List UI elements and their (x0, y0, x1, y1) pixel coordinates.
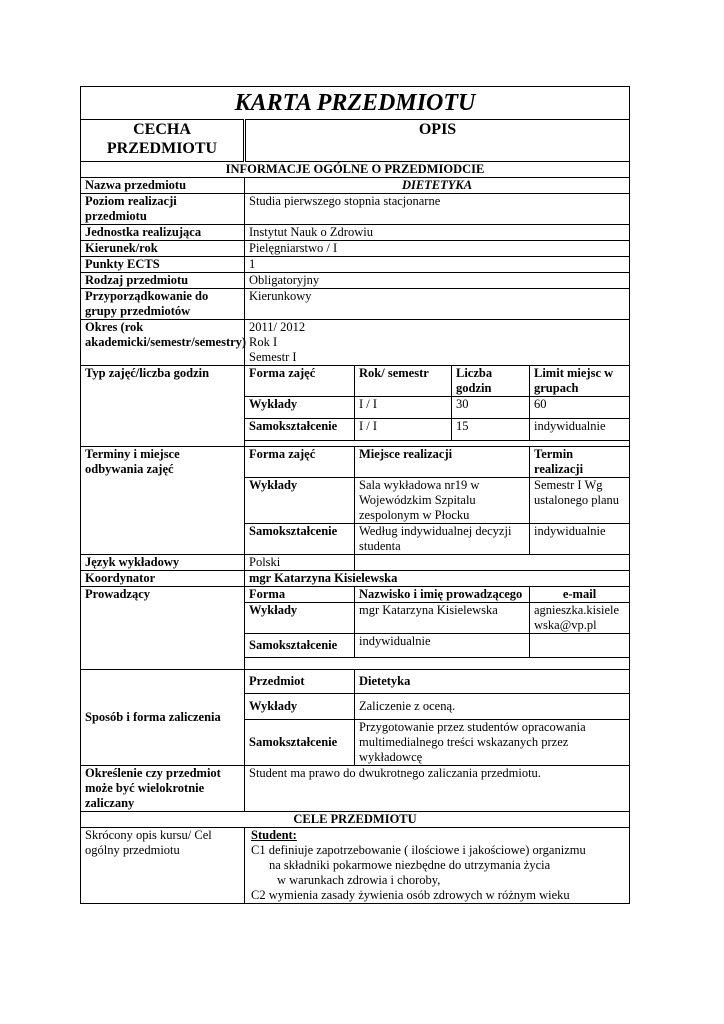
label-sposob: Sposób i forma zaliczenia (81, 670, 245, 766)
skrocony-c1b: na składniki pokarmowe niezbędne do utrzymania życia (269, 858, 551, 872)
value-jednostka: Instytut Nauk o Zdrowiu (245, 225, 630, 241)
value-okres (245, 320, 630, 366)
skrocony-c1: C1 definiuje zapotrzebowanie ( ilościowe i jakościowe) organizmu (251, 843, 586, 857)
terminy-row2-termin: indywidualnie (530, 524, 630, 555)
prow-row1-forma: Wykłady (245, 603, 355, 634)
value-ects: 1 (245, 257, 630, 273)
typ-row1-limit: 60 (530, 397, 630, 419)
prow-header-forma: Forma (245, 587, 355, 603)
sposob-row2-value: Zaliczenie z oceną. (355, 694, 630, 720)
value-rodzaj: Obligatoryjny (245, 273, 630, 289)
typ-row1-rok: I / I (355, 397, 452, 419)
label-skrocony: Skrócony opis kursu/ Cel ogólny przedmiotu (81, 828, 245, 904)
value-nazwa: DIETETYKA (245, 178, 630, 194)
course-card (80, 86, 629, 904)
value-przyporzadkowanie: Kierunkowy (245, 289, 630, 320)
value-kierunek: Pielęgniarstwo / I (245, 241, 630, 257)
prow-header-nazwisko: Nazwisko i imię prowadzącego (355, 587, 530, 603)
label-prowadzacy: Prowadzący (81, 587, 245, 670)
label-jezyk: Język wykładowy (81, 555, 245, 571)
label-typ: Typ zajęć/liczba godzin (81, 366, 245, 447)
header-opis: OPIS (245, 120, 630, 162)
course-card-table (80, 86, 630, 904)
value-poziom: Studia pierwszego stopnia stacjonarne (245, 194, 630, 225)
terminy-header-termin: Termin realizacji (530, 447, 630, 478)
prow-header-email: e-mail (530, 587, 630, 603)
value-skrocony (245, 828, 630, 904)
prow-row2-forma: Samokształcenie (245, 634, 355, 658)
prow-row2-nazwisko: indywidualnie (355, 634, 530, 658)
label-koordynator: Koordynator (81, 571, 245, 587)
prow-row1-email: agnieszka.kisielewska@vp.pl (530, 603, 630, 634)
typ-header-limit: Limit miejsc w grupach (530, 366, 630, 397)
skrocony-c2: C2 wymienia zasady żywienia osób zdrowych w różnym wieku (251, 888, 570, 902)
terminy-row2-miejsce: Według indywidualnej decyzji studenta (355, 524, 530, 555)
prow-row1-nazwisko: mgr Katarzyna Kisielewska (355, 603, 530, 634)
label-nazwa: Nazwa przedmiotu (81, 178, 245, 194)
okres-line2: Rok I (249, 335, 278, 349)
terminy-header-miejsce: Miejsce realizacji (355, 447, 530, 478)
label-ects: Punkty ECTS (81, 257, 245, 273)
skrocony-c1c: w warunkach zdrowia i choroby, (277, 873, 441, 887)
terminy-row1-miejsce: Sala wykładowa nr19 w Wojewódzkim Szpitalu zespolonym w Płocku (355, 478, 530, 524)
label-terminy: Terminy i miejsce odbywania zajęć (81, 447, 245, 555)
typ-row2-godzin: 15 (452, 419, 530, 441)
skrocony-student: Student: (251, 828, 297, 842)
okres-line1: 2011/ 2012 (249, 320, 306, 334)
terminy-row2-forma: Samokształcenie (245, 524, 355, 555)
okres-line3: Semestr I (249, 350, 297, 364)
section-cele: CELE PRZEDMIOTU (81, 812, 630, 828)
sposob-row2-label: Wykłady (245, 694, 355, 720)
value-koordynator: mgr Katarzyna Kisielewska (245, 571, 630, 587)
section-general: INFORMACJE OGÓLNE O PRZEDMIODCIE (81, 162, 630, 178)
label-kierunek: Kierunek/rok (81, 241, 245, 257)
typ-header-forma: Forma zajęć (245, 366, 355, 397)
label-okreslenie: Określenie czy przedmiot może być wielokrotnie zaliczany (81, 766, 245, 812)
jezyk-empty (355, 555, 630, 571)
prow-spacer (245, 658, 630, 670)
label-jednostka: Jednostka realizująca (81, 225, 245, 241)
sposob-row1-value: Dietetyka (355, 670, 630, 694)
typ-row2-rok: I / I (355, 419, 452, 441)
label-rodzaj: Rodzaj przedmiotu (81, 273, 245, 289)
sposob-row1-label: Przedmiot (245, 670, 355, 694)
card-title: KARTA PRZEDMIOTU (81, 87, 630, 120)
typ-row1-forma: Wykłady (245, 397, 355, 419)
typ-header-rok: Rok/ semestr (355, 366, 452, 397)
terminy-row1-forma: Wykłady (245, 478, 355, 524)
label-przyporzadkowanie: Przyporządkowanie do grupy przedmiotów (81, 289, 245, 320)
typ-header-godzin: Liczba godzin (452, 366, 530, 397)
header-cecha: CECHA PRZEDMIOTU (81, 120, 245, 162)
typ-row2-forma: Samokształcenie (245, 419, 355, 441)
label-okres: Okres (rok akademicki/semestr/semestry) (81, 320, 245, 366)
typ-row1-godzin: 30 (452, 397, 530, 419)
terminy-row1-termin: Semestr I Wg ustalonego planu (530, 478, 630, 524)
sposob-row3-label: Samokształcenie (245, 720, 355, 766)
label-poziom: Poziom realizacji przedmiotu (81, 194, 245, 225)
sposob-row3-value: Przygotowanie przez studentów opracowania multimedialnego treści wskazanych przez wykładowcę (355, 720, 630, 766)
typ-row2-limit: indywidualnie (530, 419, 630, 441)
value-jezyk: Polski (245, 555, 355, 571)
terminy-header-forma: Forma zajęć (245, 447, 355, 478)
value-okreslenie: Student ma prawo do dwukrotnego zaliczania przedmiotu. (245, 766, 630, 812)
prow-row2-email (530, 634, 630, 658)
